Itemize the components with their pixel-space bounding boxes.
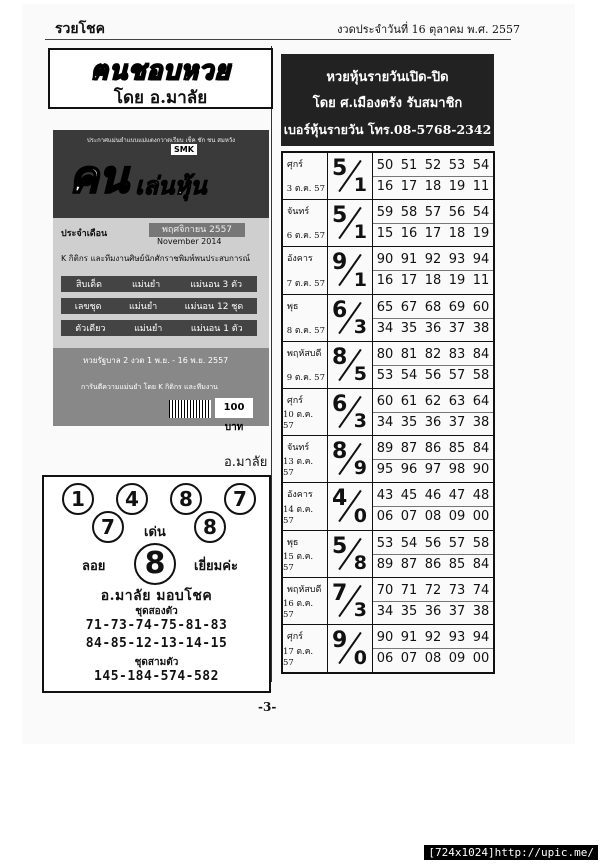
table-row [283, 578, 493, 625]
number-bottom: 17 [424, 226, 442, 242]
number-top: 50 [376, 158, 394, 173]
loy-number: 8 [134, 543, 176, 585]
publication-name: รวยโชค [55, 21, 105, 37]
number-top: 62 [424, 393, 442, 409]
cover-row [61, 276, 257, 292]
table-row [283, 247, 493, 294]
number-top: 73 [448, 582, 466, 598]
number-bottom: 17 [400, 179, 418, 194]
barcode-icon [169, 400, 211, 418]
day-name: ศุกร์ [287, 631, 303, 642]
cover-price: 100 บาท [215, 398, 253, 418]
key-digit-bottom: 3 [353, 315, 367, 338]
cover-month: พฤศจิกายน 2557 [149, 223, 245, 237]
cover-row-a: ตัวเดียว [75, 324, 106, 334]
number-top: 91 [400, 629, 418, 645]
number-top: 87 [400, 441, 418, 457]
number-bottom: 35 [400, 320, 418, 336]
number-top: 90 [376, 252, 394, 268]
day-date: 6 ต.ค. 57 [286, 231, 325, 242]
cover-date-line: หวยรัฐบาล 2 งวด 1 พ.ย. - 16 พ.ย. 2557 [83, 356, 229, 365]
number-top: 70 [376, 582, 394, 598]
number-bottom: 15 [376, 226, 394, 242]
bottom-number-set [373, 226, 493, 241]
number-top: 67 [400, 299, 418, 315]
lucky-circle: 7 [92, 511, 124, 543]
day-name: จันทร์ [287, 207, 310, 218]
number-cell [373, 436, 493, 482]
day-name: พฤหัสบดี [287, 584, 322, 595]
day-date: 8 ต.ค. 57 [286, 325, 325, 336]
key-digit-bottom: 5 [353, 362, 367, 385]
number-bottom: 58 [472, 367, 490, 383]
two-digit-line: 84-85-12-13-14-15 [85, 636, 228, 651]
top-number-set [373, 488, 493, 503]
bottom-number-set [373, 462, 493, 477]
day-name: ศุกร์ [287, 160, 303, 170]
day-name: ศุกร์ [287, 395, 303, 406]
number-top: 47 [448, 488, 466, 504]
top-number-set [373, 205, 493, 220]
day-cell [283, 483, 328, 529]
cover-logo: คน [69, 152, 129, 203]
key-digit-cell [328, 625, 373, 672]
number-top: 65 [376, 299, 394, 315]
number-bottom: 84 [472, 556, 490, 572]
number-bottom: 34 [376, 603, 394, 619]
three-digit-line: 145-184-574-582 [94, 669, 219, 684]
day-cell [283, 625, 328, 672]
number-bottom: 34 [376, 414, 394, 430]
number-top: 58 [400, 205, 418, 221]
loy-label: ลอย [82, 559, 106, 574]
lucky-circle: 1 [62, 483, 94, 515]
number-bottom: 57 [448, 367, 466, 383]
number-top: 82 [424, 346, 442, 362]
table-row [283, 295, 493, 342]
number-bottom: 36 [424, 603, 442, 619]
number-bottom: 97 [424, 462, 442, 478]
number-top: 74 [472, 582, 490, 598]
day-date: 3 ต.ค. 57 [286, 184, 325, 195]
number-bottom: 90 [472, 462, 490, 478]
number-bottom: 95 [376, 462, 394, 478]
number-top: 63 [448, 393, 466, 409]
number-bottom: 54 [400, 367, 418, 383]
row-midline [373, 270, 493, 271]
number-bottom: 37 [448, 603, 466, 619]
day-date: 15 ต.ค. 57 [283, 551, 314, 573]
draw-date: งวดประจำวันที่ 16 ตุลาคม พ.ศ. 2557 [337, 23, 520, 36]
key-digit-top: 5 [332, 156, 348, 181]
number-top: 83 [448, 346, 466, 362]
bottom-number-set [373, 509, 493, 524]
row-midline [373, 459, 493, 460]
notice-line: โดย ศ.เมืองตรัง รับสมาชิก [312, 96, 463, 111]
table-row [283, 200, 493, 247]
cover-row-c: แม่นอน 1 ตัว [190, 324, 243, 334]
number-top: 60 [472, 299, 490, 315]
number-top: 91 [400, 252, 418, 268]
number-top: 94 [472, 629, 490, 645]
day-cell [283, 247, 328, 293]
number-top: 57 [424, 205, 442, 221]
table-row [283, 483, 493, 530]
key-digit-bottom: 3 [353, 410, 367, 433]
column-divider [271, 46, 272, 682]
cover-row-c: แม่นอน 3 ตัว [190, 280, 242, 290]
day-name: พุธ [287, 301, 299, 312]
column-title: ฅนชอบหวย [90, 56, 231, 86]
number-top: 56 [448, 205, 466, 221]
number-top: 54 [472, 205, 490, 221]
den-label: เด่น [144, 525, 166, 540]
number-bottom: 09 [448, 509, 466, 525]
number-top: 72 [424, 582, 442, 598]
day-cell [283, 342, 328, 388]
number-top: 94 [472, 252, 490, 268]
gift-label: เยี่ยมค่ะ [194, 559, 238, 574]
number-top: 69 [448, 299, 466, 315]
number-bottom: 19 [448, 273, 466, 289]
number-top: 45 [400, 488, 418, 504]
key-digit-cell [328, 436, 373, 482]
header-rule [45, 39, 511, 40]
key-digit-top: 9 [332, 627, 348, 653]
day-name: อังคาร [287, 254, 313, 265]
number-cell [373, 389, 493, 435]
two-digit-label: ชุดสองตัว [135, 606, 178, 617]
number-bottom: 37 [448, 320, 466, 336]
image-host-stamp: [724x1024]http://upic.me/ [424, 845, 598, 860]
key-digit-cell [328, 153, 373, 199]
number-bottom: 07 [400, 650, 418, 666]
table-row [283, 153, 493, 200]
number-top: 53 [448, 158, 466, 173]
bottom-number-set [373, 557, 493, 572]
number-bottom: 87 [400, 556, 418, 572]
column-title-box [48, 48, 273, 109]
number-top: 48 [472, 488, 490, 504]
number-cell [373, 578, 493, 624]
number-cell [373, 200, 493, 246]
number-cell [373, 153, 493, 199]
key-digit-bottom: 3 [353, 598, 367, 621]
number-bottom: 36 [424, 320, 442, 336]
top-number-set [373, 536, 493, 551]
row-midline [373, 365, 493, 366]
table-row [283, 389, 493, 436]
top-number-set [373, 583, 493, 598]
key-digit-cell [328, 200, 373, 246]
number-bottom: 00 [472, 509, 490, 525]
row-midline [373, 506, 493, 507]
number-bottom: 38 [472, 414, 490, 430]
number-bottom: 08 [424, 650, 442, 666]
number-bottom: 06 [376, 650, 394, 666]
number-top: 84 [472, 346, 490, 362]
number-top: 53 [376, 535, 394, 551]
day-cell [283, 389, 328, 435]
top-number-set [373, 441, 493, 456]
number-bottom: 18 [448, 226, 466, 242]
cover-header [53, 130, 269, 218]
key-digit-cell [328, 247, 373, 293]
number-top: 84 [472, 441, 490, 457]
notice-line: หวยหุ้นรายวันเปิด-ปิด [326, 70, 449, 85]
table-row [283, 625, 493, 672]
number-bottom: 53 [376, 367, 394, 383]
table-row [283, 342, 493, 389]
bottom-number-set [373, 179, 493, 194]
day-cell [283, 436, 328, 482]
bottom-number-set [373, 273, 493, 288]
number-top: 43 [376, 488, 394, 504]
day-cell [283, 153, 328, 199]
top-number-set [373, 158, 493, 173]
key-digit-cell [328, 389, 373, 435]
number-bottom: 17 [400, 273, 418, 289]
lucky-circle: 8 [194, 511, 226, 543]
number-bottom: 16 [400, 226, 418, 242]
lucky-circle: 7 [224, 483, 256, 515]
number-top: 58 [472, 535, 490, 551]
three-digit-label: ชุดสามตัว [134, 657, 179, 668]
key-digit-cell [328, 342, 373, 388]
day-date: 16 ต.ค. 57 [283, 598, 314, 620]
bottom-number-set [373, 604, 493, 619]
lucky-circle: 8 [170, 483, 202, 515]
key-digit-bottom: 0 [353, 504, 367, 527]
day-name: จันทร์ [287, 443, 310, 454]
row-midline [373, 554, 493, 555]
row-midline [373, 176, 493, 177]
number-bottom: 11 [472, 273, 490, 289]
stock-lottery-notice [281, 54, 494, 146]
number-top: 61 [400, 393, 418, 409]
number-top: 92 [424, 252, 442, 268]
day-cell [283, 200, 328, 246]
number-bottom: 19 [472, 226, 490, 242]
number-bottom: 56 [424, 367, 442, 383]
number-cell [373, 483, 493, 529]
day-date: 10 ต.ค. 57 [283, 410, 314, 432]
day-date: 13 ต.ค. 57 [283, 457, 314, 479]
number-bottom: 86 [424, 556, 442, 572]
number-bottom: 89 [376, 556, 394, 572]
number-cell [373, 625, 493, 672]
key-digit-top: 6 [332, 391, 348, 417]
number-top: 92 [424, 629, 442, 645]
number-top: 54 [400, 535, 418, 551]
cover-k-line: K กิติกร และทีมงานศิษย์นักศักราชพิมพ์พนประสบการณ์ [61, 254, 251, 263]
day-cell [283, 531, 328, 577]
day-date: 14 ต.ค. 57 [283, 504, 314, 526]
number-top: 68 [424, 299, 442, 315]
day-date: 9 ต.ค. 57 [286, 372, 325, 383]
magazine-cover-image [53, 130, 269, 433]
cover-row-b: แม่นยำ [131, 280, 161, 290]
day-name: พุธ [287, 537, 299, 548]
top-number-set [373, 347, 493, 362]
cover-promise: การันตีความแม่นยำ โดย K กิติกร และทีมงาน [81, 383, 218, 391]
cover-row-b: แม่นยำ [128, 302, 158, 312]
number-bottom: 16 [376, 273, 394, 289]
row-midline [373, 223, 493, 224]
number-top: 86 [424, 441, 442, 457]
number-top: 80 [376, 346, 394, 362]
key-digit-bottom: 1 [353, 268, 367, 291]
key-digit-cell [328, 483, 373, 529]
number-bottom: 38 [472, 603, 490, 619]
number-bottom: 35 [400, 414, 418, 430]
number-top: 93 [448, 629, 466, 645]
top-number-set [373, 630, 493, 645]
number-bottom: 35 [400, 603, 418, 619]
cover-strip-text: ประกาศแม่นยำแบบแม่แตงกวาดเรียบ เช็ค ชัก ชน สมหวัง [86, 137, 236, 144]
key-digit-top: 9 [332, 250, 348, 276]
day-name: พฤหัสบดี [287, 348, 322, 359]
cover-logo-secondary: เล่นหุ้น [135, 172, 207, 200]
cover-month-label: ประจำเดือน [61, 229, 108, 239]
number-bottom: 08 [424, 509, 442, 525]
cover-body [53, 218, 269, 348]
key-digit-top: 7 [332, 580, 348, 606]
page-number: -3- [258, 700, 277, 714]
cover-row [61, 320, 257, 336]
cover-row-c: แม่นอน 12 ชุด [184, 302, 244, 312]
number-bottom: 98 [448, 462, 466, 478]
row-midline [373, 412, 493, 413]
column-byline: โดย อ.มาลัย [113, 88, 208, 108]
stock-results-table [281, 151, 495, 674]
number-top: 51 [400, 158, 418, 173]
table-row [283, 436, 493, 483]
number-cell [373, 295, 493, 341]
number-bottom: 19 [448, 179, 466, 194]
day-cell [283, 295, 328, 341]
number-top: 71 [400, 582, 418, 598]
number-cell [373, 342, 493, 388]
number-top: 60 [376, 393, 394, 409]
key-digit-top: 5 [332, 533, 348, 559]
day-date: 17 ต.ค. 57 [283, 647, 314, 669]
cover-row-a: เลขชุด [74, 302, 102, 312]
notice-phone: เบอร์หุ้นรายวัน โทร.08-5768-2342 [283, 122, 492, 137]
cover-month-en: November 2014 [157, 237, 222, 246]
number-bottom: 18 [424, 179, 442, 194]
bottom-number-set [373, 415, 493, 430]
bottom-number-set [373, 651, 493, 666]
day-name: อังคาร [287, 490, 313, 501]
lucky-circle: 4 [116, 483, 148, 515]
key-digit-cell [328, 578, 373, 624]
day-cell [283, 578, 328, 624]
cover-row-b: แม่นยำ [134, 324, 163, 334]
bottom-number-set [373, 368, 493, 383]
number-bottom: 36 [424, 414, 442, 430]
number-bottom: 18 [424, 273, 442, 289]
two-digit-line: 71-73-74-75-81-83 [85, 618, 228, 633]
number-bottom: 06 [376, 509, 394, 525]
cover-row-a: สิบเด็ด [76, 280, 102, 290]
key-digit-top: 6 [332, 297, 348, 323]
key-digit-bottom: 1 [353, 174, 367, 197]
top-number-set [373, 252, 493, 267]
row-midline [373, 601, 493, 602]
bottom-number-set [373, 321, 493, 336]
number-top: 85 [448, 441, 466, 457]
number-top: 64 [472, 393, 490, 409]
number-top: 90 [376, 629, 394, 645]
number-bottom: 07 [400, 509, 418, 525]
key-digit-top: 5 [332, 203, 348, 229]
cover-footer [53, 348, 269, 433]
smk-brand: SMK [171, 144, 197, 155]
number-top: 57 [448, 535, 466, 551]
number-top: 59 [376, 205, 394, 221]
number-bottom: 11 [472, 179, 490, 194]
number-bottom: 37 [448, 414, 466, 430]
number-bottom: 38 [472, 320, 490, 336]
key-digit-top: 8 [332, 439, 348, 465]
top-number-set [373, 394, 493, 409]
number-top: 89 [376, 441, 394, 457]
number-top: 52 [424, 158, 442, 173]
key-digit-top: 4 [332, 486, 348, 512]
giver-line: อ.มาลัย มอบโชค [100, 588, 213, 604]
number-bottom: 09 [448, 650, 466, 666]
author-label: อ.มาลัย [224, 455, 268, 470]
row-midline [373, 648, 493, 649]
number-bottom: 16 [376, 179, 394, 194]
key-digit-cell [328, 531, 373, 577]
key-digit-bottom: 8 [353, 551, 367, 574]
table-row [283, 531, 493, 578]
number-bottom: 00 [472, 650, 490, 666]
key-digit-cell [328, 295, 373, 341]
key-digit-bottom: 9 [353, 457, 367, 480]
cover-row [61, 298, 257, 314]
number-top: 81 [400, 346, 418, 362]
number-cell [373, 247, 493, 293]
key-digit-bottom: 0 [353, 647, 367, 670]
lucky-number-box [42, 475, 271, 693]
top-number-set [373, 300, 493, 315]
number-cell [373, 531, 493, 577]
number-bottom: 85 [448, 556, 466, 572]
number-bottom: 96 [400, 462, 418, 478]
row-midline [373, 318, 493, 319]
number-top: 54 [472, 158, 490, 173]
key-digit-bottom: 1 [353, 221, 367, 244]
number-bottom: 34 [376, 320, 394, 336]
number-top: 93 [448, 252, 466, 268]
key-digit-top: 8 [332, 344, 348, 370]
number-top: 56 [424, 535, 442, 551]
day-date: 7 ต.ค. 57 [286, 278, 325, 289]
number-top: 46 [424, 488, 442, 504]
